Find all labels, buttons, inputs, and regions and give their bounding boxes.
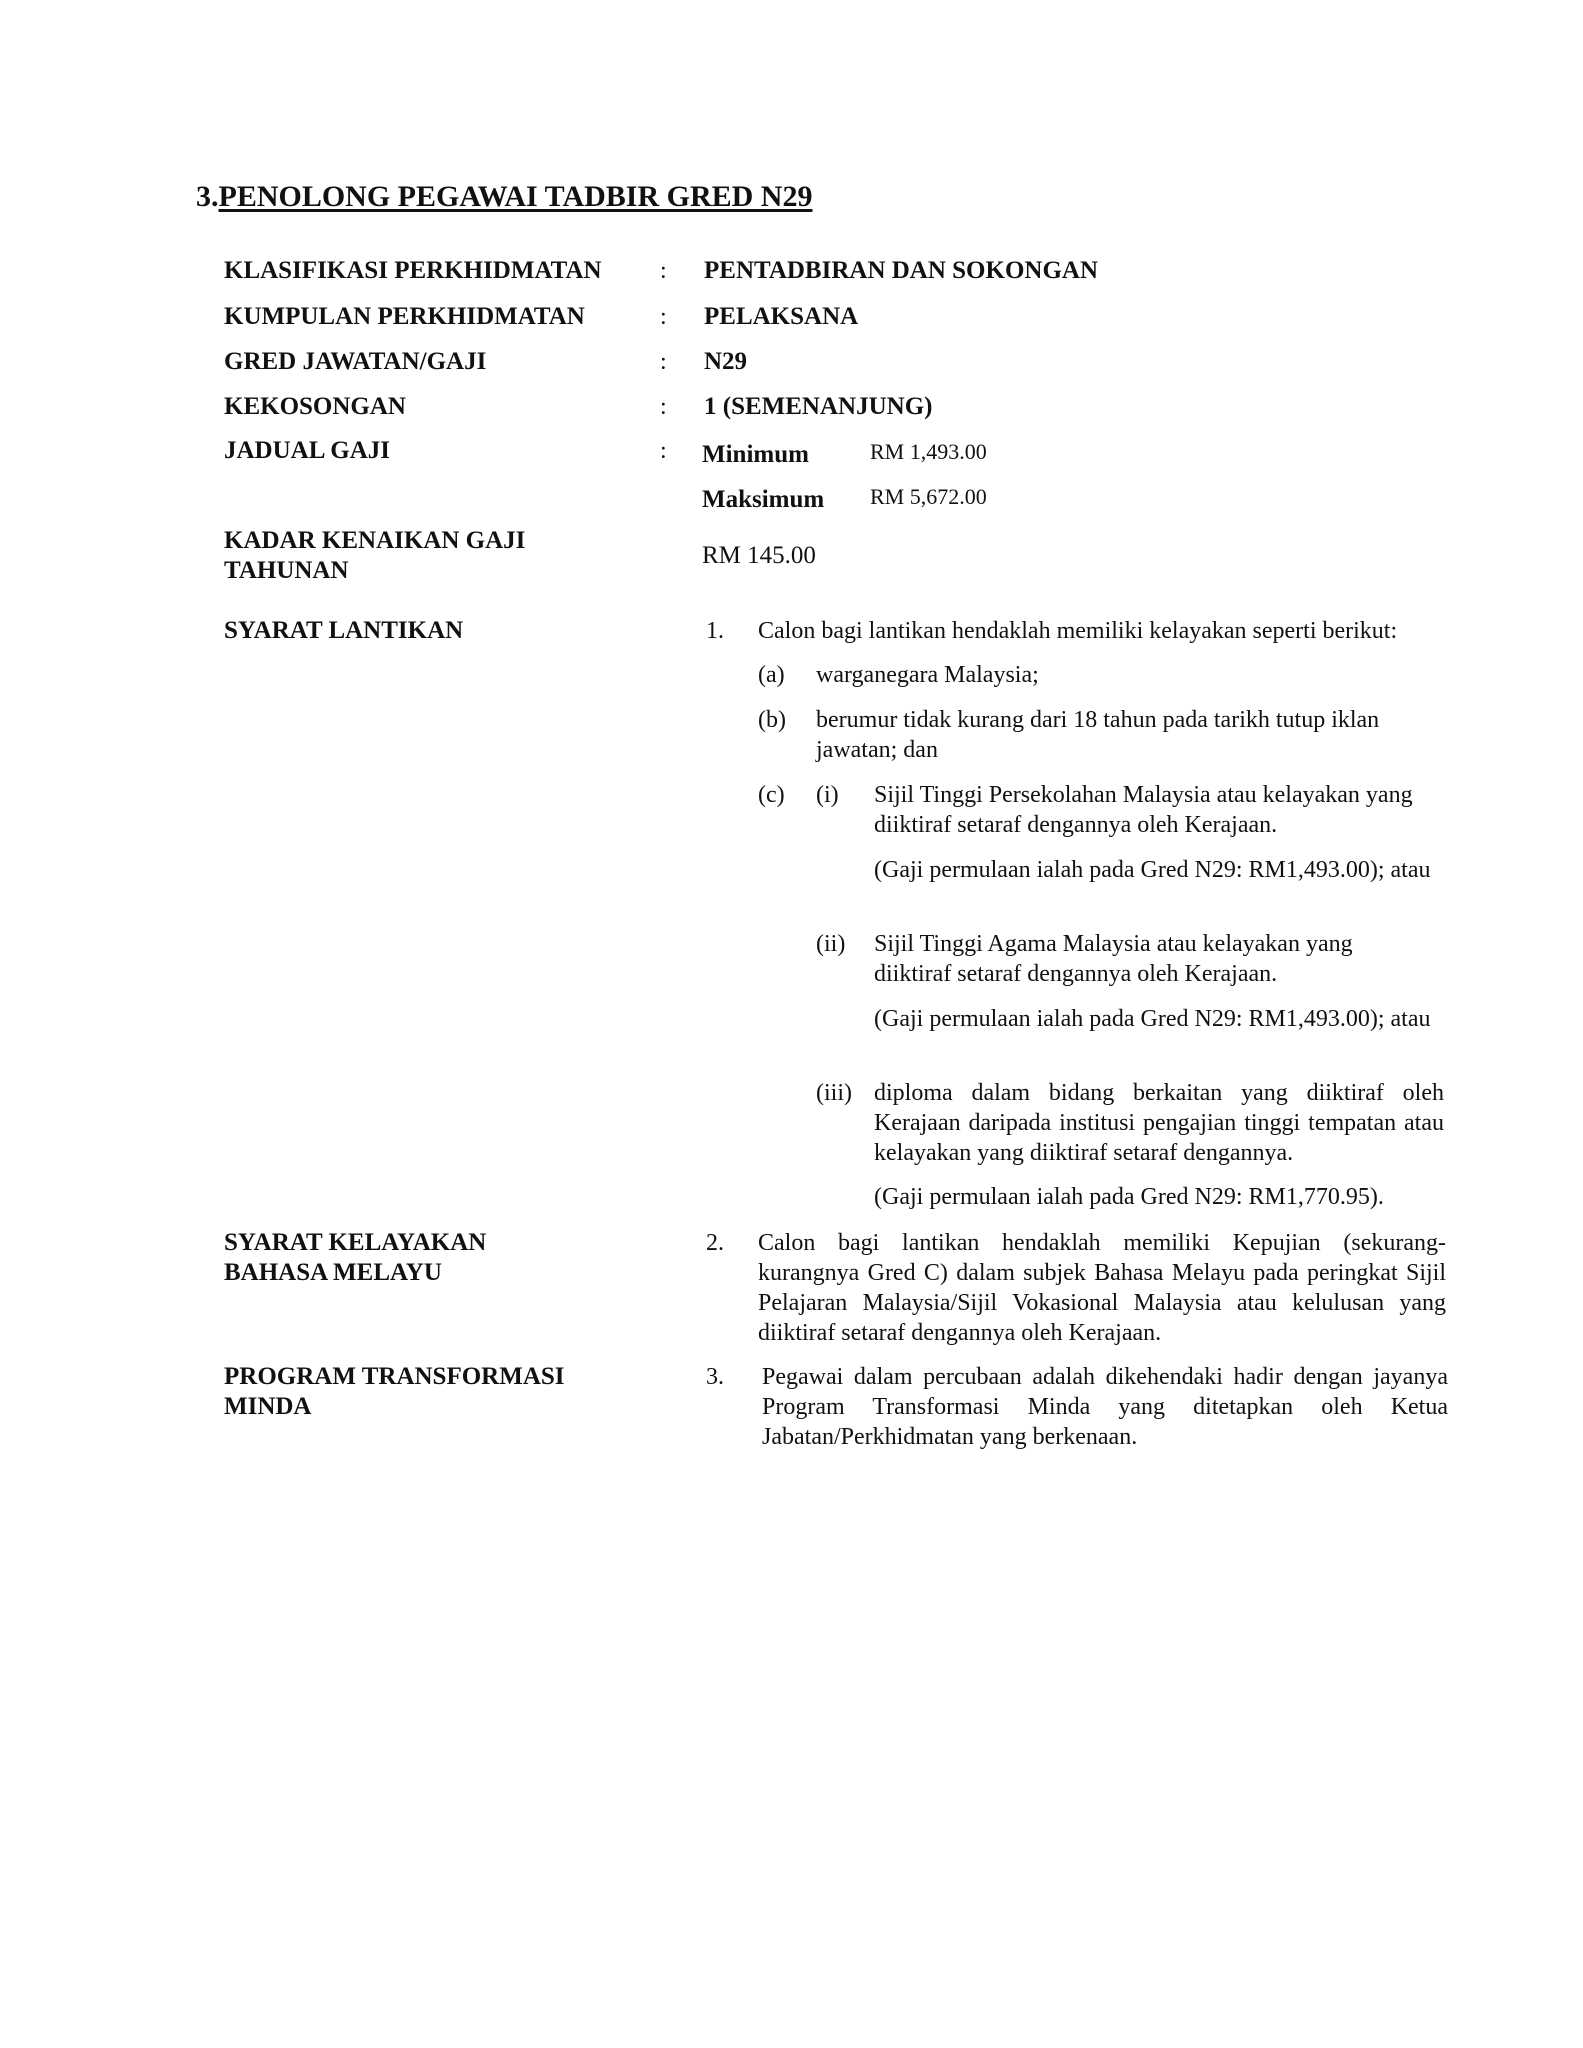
clause-number-2: 2. bbox=[706, 1230, 724, 1256]
clause-2-text: Calon bagi lantikan hendaklah memiliki Kepujian (sekurang-kurangnya Gred C) dalam subjek Bahasa Melayu pada peringkat Sijil Pelajaran Malaysia/Sijil Vokasional Malaysia atau kelulusan yang diiktiraf setaraf dengannya oleh Kerajaan. bbox=[758, 1230, 1446, 1346]
section-title: PENOLONG PEGAWAI TADBIR GRED N29 bbox=[218, 180, 813, 213]
kadar-kenaikan-value: RM 145.00 bbox=[702, 542, 816, 569]
maksimum-value: RM 5,672.00 bbox=[870, 484, 987, 509]
clause-3-text: Pegawai dalam percubaan adalah dikehendaki hadir dengan jayanya Program Transformasi Minda yang ditetapkan oleh Ketua Jabatan/Perkhidmatan yang berkenaan. bbox=[762, 1364, 1448, 1450]
program-label: PROGRAM TRANSFORMASI MINDA bbox=[224, 1363, 565, 1420]
kekosongan-value: 1 (SEMENANJUNG) bbox=[704, 393, 933, 420]
colon: : bbox=[660, 438, 667, 464]
item-c-ii-note: (Gaji permulaan ialah pada Gred N29: RM1,493.00); atau bbox=[874, 1006, 1431, 1032]
clause-number-3: 3. bbox=[706, 1364, 724, 1390]
item-c-marker: (c) bbox=[758, 782, 785, 808]
minimum-value: RM 1,493.00 bbox=[870, 439, 987, 464]
item-c-iii-text: diploma dalam bidang berkaitan yang diiktiraf oleh Kerajaan daripada institusi pengajian tinggi tempatan atau kelayakan yang diiktiraf setaraf dengannya. bbox=[874, 1080, 1444, 1166]
section-number: 3. bbox=[196, 180, 219, 213]
item-a-marker: (a) bbox=[758, 662, 785, 688]
item-c-i-note: (Gaji permulaan ialah pada Gred N29: RM1,493.00); atau bbox=[874, 857, 1431, 883]
colon: : bbox=[660, 258, 667, 284]
syarat-lantikan-label: SYARAT LANTIKAN bbox=[224, 617, 464, 644]
kadar-kenaikan-label: KADAR KENAIKAN GAJI TAHUNAN bbox=[224, 527, 526, 584]
colon: : bbox=[660, 394, 667, 420]
section-heading bbox=[196, 180, 812, 214]
gred-label: GRED JAWATAN/GAJI bbox=[224, 348, 487, 375]
kumpulan-value: PELAKSANA bbox=[704, 303, 859, 330]
item-c-i-text: Sijil Tinggi Persekolahan Malaysia atau kelayakan yang diiktiraf setaraf dengannya oleh Kerajaan. bbox=[874, 782, 1413, 838]
colon: : bbox=[660, 304, 667, 330]
maksimum-label: Maksimum bbox=[702, 486, 825, 513]
gred-value: N29 bbox=[704, 348, 748, 375]
item-c-iii-note: (Gaji permulaan ialah pada Gred N29: RM1,770.95). bbox=[874, 1184, 1384, 1210]
minimum-label: Minimum bbox=[702, 441, 809, 468]
klasifikasi-label: KLASIFIKASI PERKHIDMATAN bbox=[224, 257, 602, 284]
kumpulan-label: KUMPULAN PERKHIDMATAN bbox=[224, 303, 585, 330]
kekosongan-label: KEKOSONGAN bbox=[224, 393, 406, 420]
item-b-text: berumur tidak kurang dari 18 tahun pada tarikh tutup iklan jawatan; dan bbox=[816, 707, 1380, 763]
item-c-ii-text: Sijil Tinggi Agama Malaysia atau kelayakan yang diiktiraf setaraf dengannya oleh Kerajaan. bbox=[874, 931, 1353, 987]
clause-number-1: 1. bbox=[706, 618, 724, 644]
item-c-iii-marker: (iii) bbox=[816, 1080, 852, 1106]
clause-1-intro: Calon bagi lantikan hendaklah memiliki kelayakan seperti berikut: bbox=[758, 618, 1398, 644]
item-c-ii-marker: (ii) bbox=[816, 931, 846, 957]
jadual-gaji-label: JADUAL GAJI bbox=[224, 437, 390, 464]
item-c-i-marker: (i) bbox=[816, 782, 839, 808]
item-a-text: warganegara Malaysia; bbox=[816, 662, 1039, 688]
item-b-marker: (b) bbox=[758, 707, 786, 733]
klasifikasi-value: PENTADBIRAN DAN SOKONGAN bbox=[704, 257, 1099, 284]
colon: : bbox=[660, 349, 667, 375]
syarat-bm-label: SYARAT KELAYAKAN BAHASA MELAYU bbox=[224, 1229, 487, 1286]
